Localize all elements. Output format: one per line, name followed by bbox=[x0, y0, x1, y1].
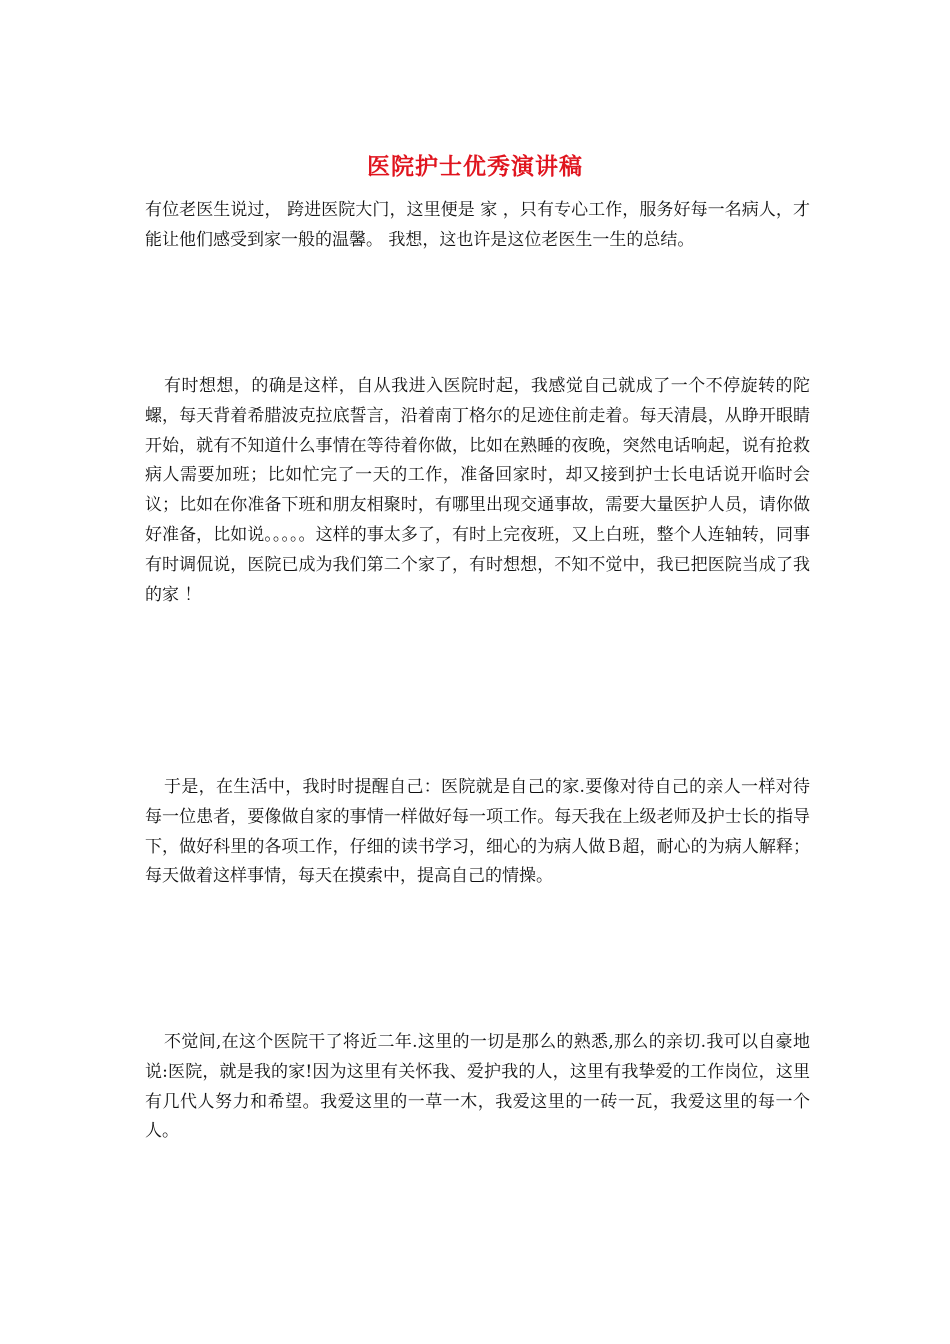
document-title: 医院护士优秀演讲稿 bbox=[367, 153, 583, 180]
paragraph-3: 于是，在生活中，我时时提醒自己：医院就是自己的家.要像对待自己的亲人一样对待每一位患者，要像做自家的事情一样做好每一项工作。每天我在上级老师及护士长的指导下，做好科里的各项工作，仔细的读书学习，细心的为病人做Ｂ超，耐心的为病人解释；每天做着这样事情，每天在摸索中，提高自己的情操。 bbox=[145, 777, 810, 887]
paragraph-1: 有位老医生说过， 跨进医院大门，这里便是 家 ，只有专心工作，服务好每一名病人，才能让他们感受到家一般的温馨。 我想，这也许是这位老医生一生的总结。 bbox=[145, 200, 810, 250]
paragraph-4: 不觉间,在这个医院干了将近二年.这里的一切是那么的熟悉,那么的亲切.我可以自豪地说:医院，就是我的家!因为这里有关怀我、爱护我的人，这里有我挚爱的工作岗位，这里有几代人努力和希望。我爱这里的一草一木，我爱这里的一砖一瓦，我爱这里的每一个人。 bbox=[145, 1032, 810, 1142]
paragraph-2: 有时想想，的确是这样，自从我进入医院时起，我感觉自己就成了一个不停旋转的陀螺，每天背着希腊波克拉底誓言，沿着南丁格尔的足迹住前走着。每天清晨，从睁开眼睛开始，就有不知道什么事情在等待着你做，比如在熟睡的夜晚，突然电话响起，说有抢救病人需要加班；比如忙完了一天的工作，准备回家时，却又接到护士长电话说开临时会议；比如在你准备下班和朋友相聚时，有哪里出现交通事故，需要大量医护人员，请你做好准备，比如说。。。。。这样的事太多了，有时上完夜班，又上白班，整个人连轴转，同事有时调侃说，医院已成为我们第二个家了，有时想想，不知不觉中，我已把医院当成了我的家 ！ bbox=[145, 376, 810, 605]
